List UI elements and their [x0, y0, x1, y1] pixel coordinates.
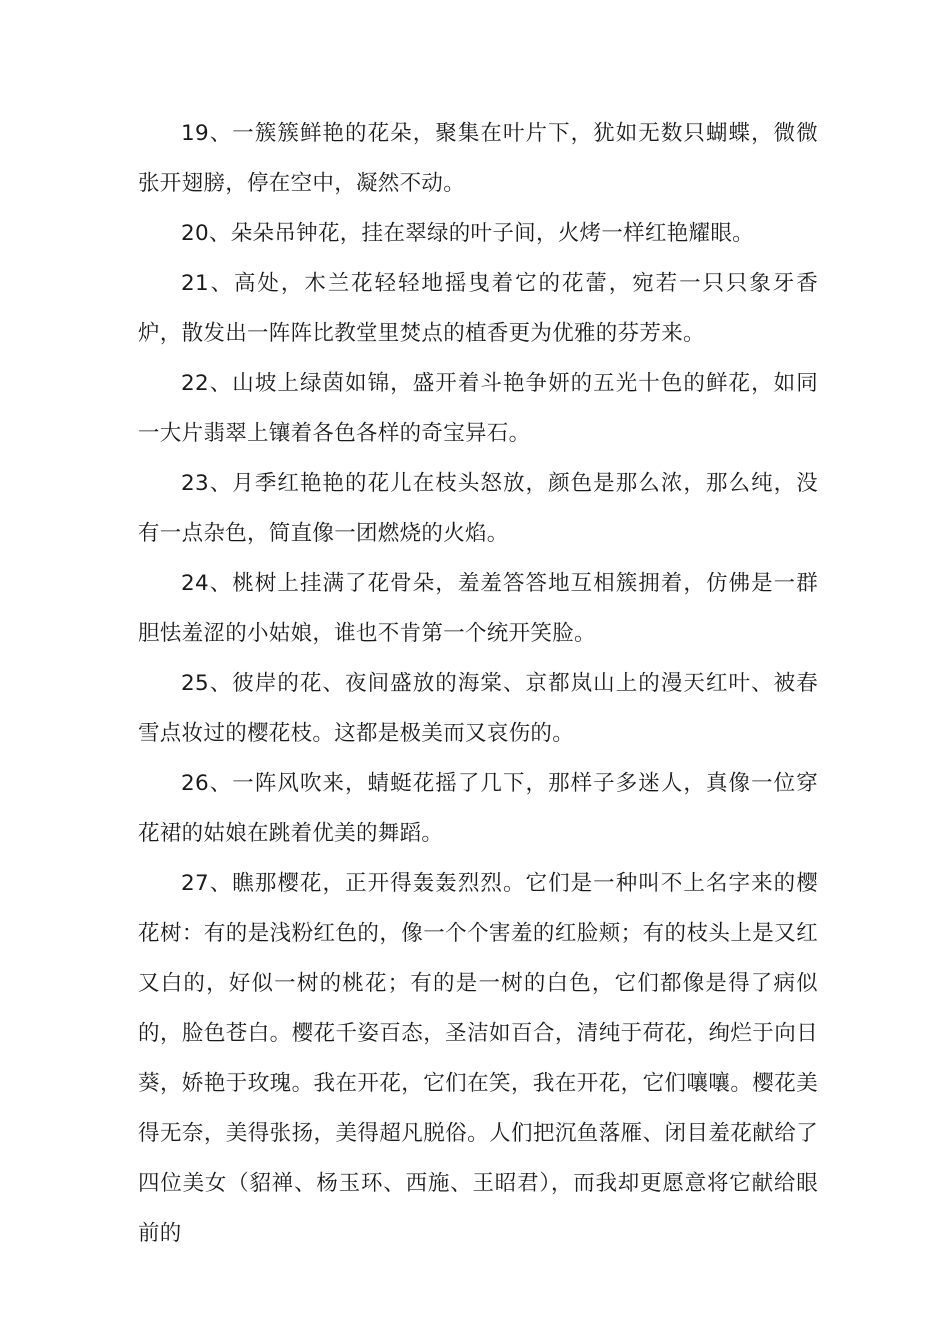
paragraph-19: 19、一簇簇鲜艳的花朵，聚集在叶片下，犹如无数只蝴蝶，微微张开翅膀，停在空中，凝然不动。 [138, 121, 818, 196]
paragraph-23: 23、月季红艳艳的花儿在枝头怒放，颜色是那么浓，那么纯，没有一点杂色，简直像一团燃烧的火焰。 [138, 471, 818, 546]
paragraph-21: 21、高处，木兰花轻轻地摇曳着它的花蕾，宛若一只只象牙香炉，散发出一阵阵比教堂里焚点的植香更为优雅的芬芳来。 [138, 271, 818, 346]
paragraph-24: 24、桃树上挂满了花骨朵，羞羞答答地互相簇拥着，仿佛是一群胆怯羞涩的小姑娘，谁也不肯第一个统开笑脸。 [138, 571, 818, 646]
document-body [138, 109, 818, 1259]
paragraph-22: 22、山坡上绿茵如锦，盛开着斗艳争妍的五光十色的鲜花，如同一大片翡翠上镶着各色各样的奇宝异石。 [138, 371, 818, 446]
paragraph-25: 25、彼岸的花、夜间盛放的海棠、京都岚山上的漫天红叶、被春雪点妆过的樱花枝。这都是极美而又哀伤的。 [138, 671, 818, 746]
paragraph-26: 26、一阵风吹来，蜻蜓花摇了几下，那样子多迷人，真像一位穿花裙的姑娘在跳着优美的舞蹈。 [138, 771, 818, 846]
paragraph-20: 20、朵朵吊钟花，挂在翠绿的叶子间，火烤一样红艳耀眼。 [181, 221, 754, 246]
paragraph-27: 27、瞧那樱花，正开得轰轰烈烈。它们是一种叫不上名字来的樱花树：有的是浅粉红色的，像一个个害羞的红脸颊；有的枝头上是又红又白的，好似一树的桃花；有的是一树的白色，它们都像是得了病似的，脸色苍白。樱花千姿百态，圣洁如百合，清纯于荷花，绚烂于向日葵，娇艳于玫瑰。我在开花，它们在笑，我在开花，它们嚷嚷。樱花美得无奈，美得张扬，美得超凡脱俗。人们把沉鱼落雁、闭目羞花献给了四位美女（貂禅、杨玉环、西施、王昭君），而我却更愿意将它献给眼前的 [138, 871, 818, 1246]
